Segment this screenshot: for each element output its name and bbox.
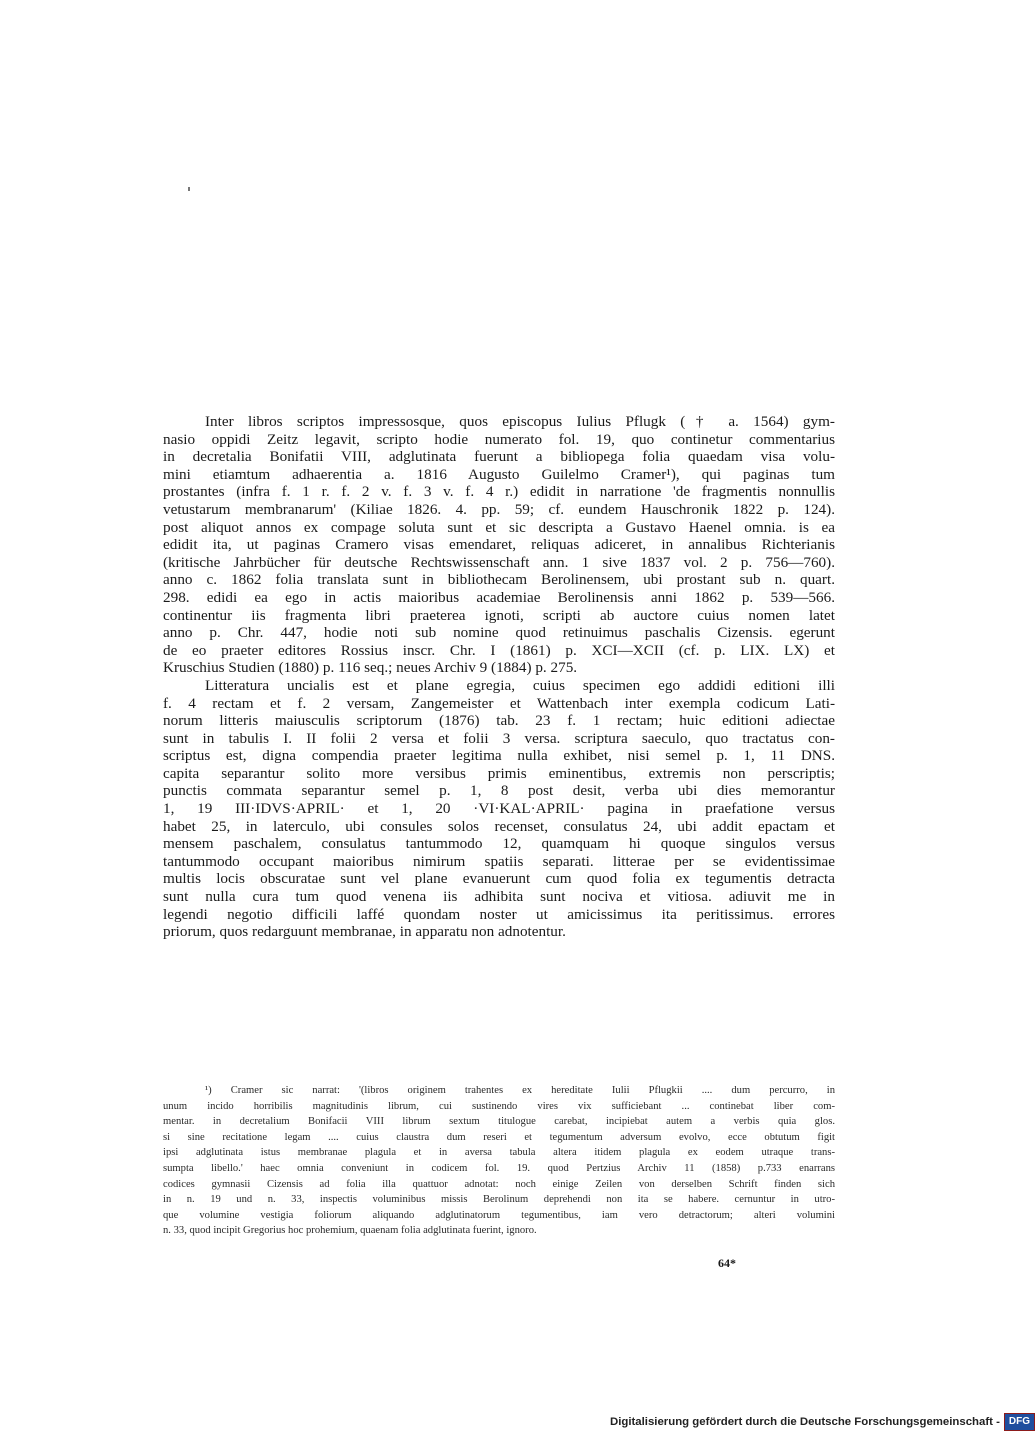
digitization-footer: [610, 1413, 1035, 1431]
footnote-line: ipsi adglutinata istus membranae plagula et in aversa tabula altera itidem plagula ex eodem utraque trans-: [163, 1147, 835, 1159]
footnote-line: ¹) Cramer sic narrat: '(libros originem trahentes ex hereditate Iulii Pflugkii .... dum percurro, in: [205, 1085, 835, 1096]
body-line: Kruschius Studien (1880) p. 116 seq.; neues Archiv 9 (1884) p. 275.: [163, 659, 578, 677]
footer-credit: Digitalisierung gefördert durch die Deutsche Forschungsgemeinschaft -: [610, 1416, 1000, 1428]
footnote-line: sumpta libello.' haec omnia conveniunt in codicem fol. 19. quod Pertzius Archiv 11 (1858) p.733 enarrans: [163, 1162, 835, 1174]
body-line: mini etiamtum adhaerentia a. 1816 Augusto Guilelmo Cramer¹), qui paginas tum: [163, 465, 835, 483]
body-line: Litteratura uncialis est et plane egregia, cuius specimen ego addidi editioni illi: [205, 676, 835, 694]
body-line: tantummodo occupant maioribus nimirum spatiis separati. litterae per se evidentissimae: [163, 852, 835, 870]
footnote-line: n. 33, quod incipit Gregorius hoc prohemium, quaenam folia adglutinata fuerint, ignoro.: [163, 1225, 537, 1237]
footnote-line: unum incido horribilis magnitudinis librum, cui sustinendo vires vix sufficiebant ... continebat liber com-: [163, 1100, 835, 1112]
footnote-line: mentar. in decretalium Bonifacii VIII librum sextum titulogue carebat, incipiebat autem a verbis quia glos.: [163, 1116, 835, 1128]
footnote-line: codices gymnasii Cizensis ad folia illa quattuor adnotat: noch einige Zeilen von derselben Schrift finden sich: [163, 1178, 835, 1190]
body-line: f. 4 rectam et f. 2 versam, Zangemeister et Wattenbach inter exempla codicum Lati-: [163, 694, 835, 712]
body-line: anno p. Chr. 447, hodie noti sub nomine quod retinuimus paschalis Cizensis. egerunt: [163, 624, 835, 642]
footnote-line: que volumine vestigia foliorum aliquando adglutinatorum tegumentibus, iam vero detractorum; alteri volumini: [163, 1209, 835, 1221]
body-line: vetustarum membranarum' (Kiliae 1826. 4. pp. 59; cf. eundem Hauschronik 1822 p. 124).: [163, 500, 835, 518]
body-line: capita separantur solito more versibus primis eminentibus, extremis non perscriptis;: [163, 764, 835, 782]
body-line: anno c. 1862 folia translata sunt in bibliothecam Berolinensem, ubi prostant sub n. quart.: [163, 571, 835, 589]
body-line: in decretalia Bonifatii VIII, adglutinata fuerunt a bibliopega folia quaedam visa volu-: [163, 448, 835, 466]
body-line: edidit ita, ut paginas Cramero visas emendaret, reliquas adiceret, in annalibus Richterianis: [163, 536, 835, 554]
body-line: priorum, quos redarguunt membranae, in apparatu non adnotentur.: [163, 923, 566, 941]
body-line: 1, 19 III·IDVS·APRIL· et 1, 20 ·VI·KAL·APRIL· pagina in praefatione versus: [163, 800, 835, 818]
dfg-logo: DFG: [1004, 1413, 1035, 1431]
footnote: [163, 1083, 835, 1239]
body-line: Inter libros scriptos impressosque, quos episcopus Iulius Pflugk († a. 1564) gym-: [205, 413, 835, 430]
scan-speck: [188, 187, 190, 191]
body-line: nasio oppidi Zeitz legavit, scripto hodie numerato fol. 19, quo continetur commentarius: [163, 430, 835, 448]
body-line: sunt nulla cura tum quod venena iis adhibita sunt nociva et vitiosa. adiuvit me in: [163, 888, 835, 906]
body-line: legendi negotio difficili laffé quondam noster ut amicissimus ita peritissimus. errores: [163, 905, 835, 923]
body-line: continentur iis fragmenta libri praeterea ignoti, scripti ab auctore cuius nomen latet: [163, 606, 835, 624]
body-line: multis locis obscuratae sunt vel plane evanuerunt cum quod folia ex tegumentis detracta: [163, 870, 835, 888]
body-line: prostantes (infra f. 1 r. f. 2 v. f. 3 v. f. 4 r.) edidit in narratione 'de fragmentis nonnullis: [163, 483, 835, 501]
body-line: norum litteris maiusculis scriptorum (1876) tab. 23 f. 1 rectam; huic editioni adiectae: [163, 712, 835, 730]
page-number: 64*: [718, 1256, 736, 1270]
body-text: [163, 413, 835, 941]
body-line: 298. edidi ea ego in actis maioribus academiae Berolinensis anni 1862 p. 539—566.: [163, 588, 835, 606]
footnote-line: si sine recitatione legam .... cuius claustra dum reseri et tegumentum adversum evolvo, ecce obtutum figit: [163, 1131, 835, 1143]
body-line: mensem paschalem, consulatus tantummodo 12, quamquam hi quoque singulos versus: [163, 835, 835, 853]
body-line: habet 25, in laterculo, ubi consules solos recenset, consulatus 24, ubi addit epactam et: [163, 817, 835, 835]
body-line: post aliquot annos ex compage soluta sunt et sic descripta a Gustavo Haenel omnia. is ea: [163, 518, 835, 536]
body-line: de eo praeter editores Rossius inscr. Chr. I (1861) p. XCI—XCII (cf. p. LIX. LX) et: [163, 641, 835, 659]
body-line: punctis commata separantur semel p. 1, 8 post desit, verba ubi dies memorantur: [163, 782, 835, 800]
body-line: sunt in tabulis I. II folii 2 versa et folii 3 versa. scriptura saeculo, quo tractatus con-: [163, 729, 835, 747]
body-line: (kritische Jahrbücher für deutsche Rechtswissenschaft ann. 1 sive 1837 vol. 2 p. 756—760).: [163, 553, 835, 571]
body-line: scriptus est, digna compendia praeter legitima nulla exhibet, nisi semel p. 1, 11 DNS.: [163, 747, 835, 765]
footnote-line: in n. 19 und n. 33, inspectis voluminibus missis Berolinum deprehendi non ita se habere. cernuntur in utro-: [163, 1194, 835, 1206]
